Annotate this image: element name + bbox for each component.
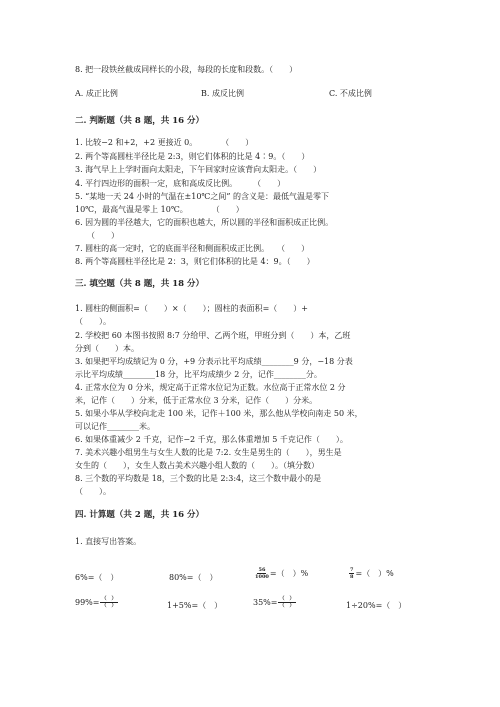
fraction-numerator: （ ） [279, 596, 295, 602]
fill-line: 分到（ ）本。 [75, 344, 139, 353]
fraction [278, 596, 295, 609]
fill-line: 1. 圆柱的侧面积=（ ）×（ ）；圆柱的表面积=（ ）+ [75, 304, 308, 313]
fraction [255, 567, 269, 580]
fill-line: 可以记作________米。 [75, 422, 155, 431]
fill-line: 5. 如果小华从学校向北走 100 米，记作＋100 米，那么他从学校向南走 50 米， [75, 409, 363, 418]
judge-line: 3. 海气早上上学时面向太阳走，下午回家时应该背向太阳走。（ ） [75, 165, 322, 174]
calc-expression: 35%= [253, 598, 278, 607]
section-title-calc: 四. 计算题（共 2 题，共 16 分） [75, 510, 204, 520]
calc-item [348, 567, 394, 580]
calc-item [75, 596, 119, 609]
fill-line: 8. 三个数的平均数是 18，三个数的比是 2:3:4，这三个数中最小的是 [75, 474, 322, 483]
calc-item [254, 567, 308, 580]
fill-line: 6. 如果体重减少 2 千克，记作−2 千克，那么体重增加 5 千克记作（ ）。 [75, 435, 348, 444]
fraction-numerator: 56 [258, 567, 266, 573]
fraction-denominator: 8 [350, 574, 354, 580]
option-c: C. 不成比例 [329, 89, 372, 98]
judge-line: 10℃，最高气温是零上 10℃。 （ ） [75, 205, 244, 214]
calc-item [253, 596, 297, 609]
calc-item [75, 572, 118, 583]
fraction-denominator: （ ） [101, 603, 117, 609]
section-title-fill: 三. 填空题（共 8 题，共 18 分） [75, 279, 204, 289]
calc-instruction: 1. 直接写出答案。 [75, 537, 142, 546]
calc-expression: =（ ）% [269, 569, 309, 578]
fraction-denominator: （ ） [279, 603, 295, 609]
fill-line: （ ）。 [75, 487, 111, 496]
question-8-stem: 8. 把一段铁丝截成同样长的小段，每段的长度和段数。（ ） [75, 65, 298, 74]
fill-line: 3. 如果把平均成绩记为 0 分，+9 分表示比平均成绩________9 分，−18 分表 [75, 357, 353, 366]
fraction-denominator: 1000 [255, 574, 269, 580]
option-a: A. 成正比例 [75, 89, 118, 98]
fill-line: 7. 美术兴趣小组男生与女生人数的比是 7:2. 女生是男生的（ ），男生是 [75, 448, 342, 457]
judge-line: 5. “某地一天 24 小时的气温在±10℃之间” 的含义是：最低气温是零下 [75, 192, 329, 201]
judge-line: （ ） [75, 231, 119, 240]
fill-line: （ ）。 [75, 317, 111, 326]
fraction-numerator: （ ） [101, 596, 117, 602]
calc-item [346, 600, 406, 611]
calc-expression: =（ ）% [355, 569, 394, 578]
fill-line: 2. 学校把 60 本图书按照 8:7 分给甲、乙两个班，甲班分到（ ）本，乙班 [75, 331, 351, 340]
fill-line: 女生的（ ），女生人数占美术兴趣小组人数的（ ）。（填分数） [75, 461, 319, 470]
fill-line: 示比平均成绩________18 分，比平均成绩少 2 分，记作________分。 [75, 370, 322, 379]
calc-item [169, 572, 217, 583]
section-title-judge: 二. 判断题（共 8 题，共 16 分） [75, 116, 204, 126]
calc-expression: 99%= [75, 598, 100, 607]
judge-line: 6. 因为圆的半径越大，它的面积也越大，所以圆的半径和面积成正比例。 [75, 218, 334, 227]
fraction-numerator: 7 [350, 567, 354, 573]
fill-line: 米，记作（ ）分米，低于正常水位 3 分米，记作（ ）分米。 [75, 396, 318, 405]
fill-line: 4. 正常水位为 0 分米，规定高于正常水位记为正数。水位高于正常水位 2 分 [75, 383, 346, 392]
judge-line: 7. 圆柱的高一定时，它的底面半径和侧面积成正比例。 （ ） [75, 244, 310, 253]
judge-line: 4. 平行四边形的面积一定，底和高成反比例。 （ ） [75, 179, 286, 188]
judge-line: 1. 比较−2 和+2，+2 更接近 0。 （ ） [75, 138, 254, 147]
judge-line: 2. 两个等高圆柱半径比是 2:3，则它们体积的比是 4∶9。（ ） [75, 152, 310, 161]
calc-expression: 80%=（ ） [169, 573, 218, 582]
fraction [349, 567, 354, 580]
fraction [100, 596, 117, 609]
calc-expression: 1+5%=（ ） [167, 601, 223, 610]
calc-item [167, 600, 222, 611]
judge-line: 8. 两个等高圆柱半径比是 2：3，则它们体积的比是 4：9。（ ） [75, 257, 315, 266]
calc-expression: 1÷20%=（ ） [346, 601, 407, 610]
calc-expression: 6%=（ ） [75, 573, 119, 582]
option-b: B. 成反比例 [201, 89, 244, 98]
